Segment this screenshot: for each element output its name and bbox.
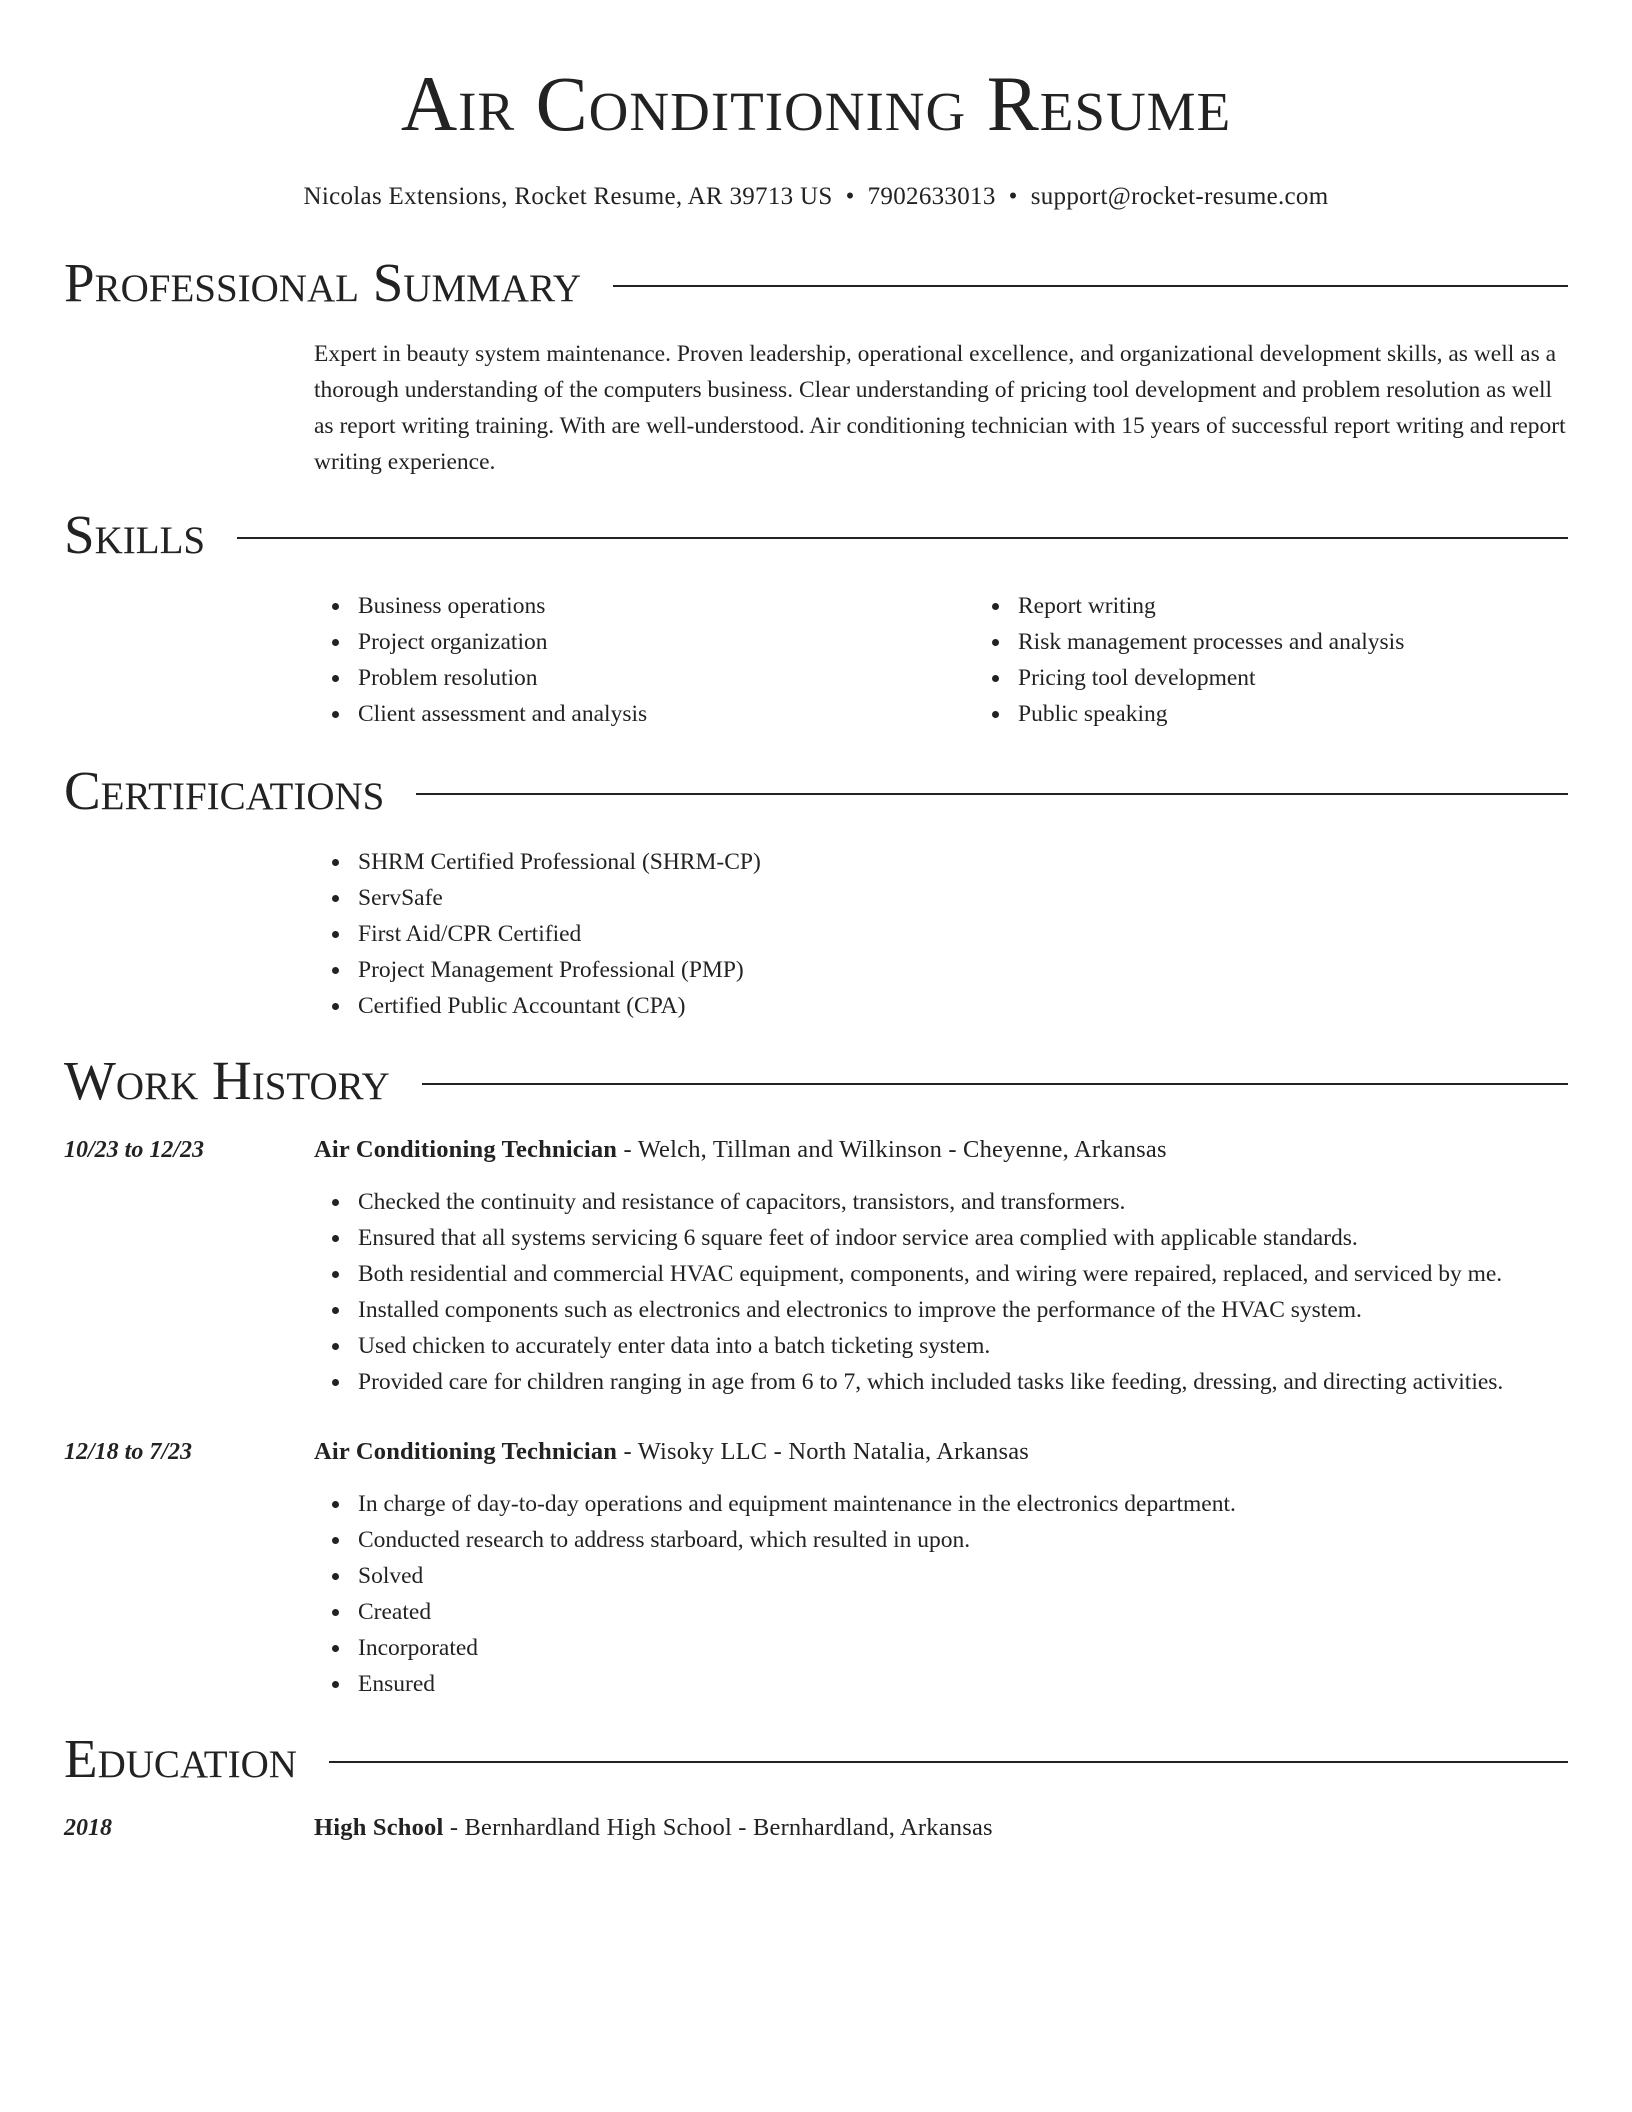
job-duties-list: [314, 1486, 1568, 1702]
job-duty-item: Checked the continuity and resistance of capacitors, transistors, and transformers.: [358, 1184, 1568, 1220]
job-duty-item: Installed components such as electronics and electronics to improve the performance of the HVAC system.: [358, 1292, 1568, 1328]
certification-item: SHRM Certified Professional (SHRM-CP): [358, 844, 1568, 880]
job-duty-item: Ensured: [358, 1666, 1568, 1702]
job-duty-item: Ensured that all systems servicing 6 square feet of indoor service area complied with applicable standards.: [358, 1220, 1568, 1256]
job-dates: 10/23 to 12/23: [64, 1137, 205, 1163]
summary-text: Expert in beauty system maintenance. Proven leadership, operational excellence, and organizational development skills, as well as a thorough understanding of the computers business. Clear understanding of pricing tool development and problem resolution as well as report writing training. With are well-understood. Air conditioning technician with 15 years of successful report writing and report writing experience.: [314, 341, 1566, 475]
skills-column-right: [974, 588, 1632, 732]
skill-item: Risk management processes and analysis: [1018, 624, 1632, 660]
education-year: 2018: [64, 1815, 112, 1841]
skill-item: Project organization: [358, 624, 974, 660]
education-heading: Education: [64, 1728, 297, 1789]
certifications-section-header: [64, 758, 1568, 824]
education-school-location: - Bernhardland High School - Bernhardland, Arkansas: [443, 1814, 993, 1841]
job-duty-item: Conducted research to address starboard, which resulted in upon.: [358, 1522, 1568, 1558]
contact-separator: •: [845, 183, 855, 210]
summary-section: [64, 250, 1568, 480]
contact-address: Nicolas Extensions, Rocket Resume, AR 39713 US: [303, 183, 833, 210]
certification-item: ServSafe: [358, 880, 1568, 916]
skill-item: Public speaking: [1018, 696, 1632, 732]
contact-phone: 7902633013: [867, 183, 996, 210]
certifications-body: [314, 844, 1568, 1024]
job-duty-item: Incorporated: [358, 1630, 1568, 1666]
job-header: [64, 1434, 1568, 1470]
job-duties: [314, 1486, 1568, 1702]
section-divider: [422, 1083, 1568, 1085]
skills-column-left: [314, 588, 974, 732]
skill-item: Client assessment and analysis: [358, 696, 974, 732]
job-header: [64, 1132, 1568, 1168]
job-duty-item: In charge of day-to-day operations and equipment maintenance in the electronics department.: [358, 1486, 1568, 1522]
certifications-section: [64, 758, 1568, 1024]
certifications-list: [314, 844, 1568, 1024]
work-history-section-header: [64, 1048, 1568, 1114]
section-divider: [416, 793, 1568, 795]
work-history-heading: Work History: [64, 1050, 390, 1111]
work-history-section: [64, 1048, 1568, 1702]
section-divider: [613, 285, 1568, 287]
job-entry: [64, 1434, 1568, 1702]
education-section-header: [64, 1726, 1568, 1792]
job-duties: [314, 1184, 1568, 1400]
section-divider: [329, 1761, 1568, 1763]
job-duty-item: Both residential and commercial HVAC equipment, components, and wiring were repaired, replaced, and serviced by me.: [358, 1256, 1568, 1292]
contact-email: support@rocket-resume.com: [1030, 183, 1329, 210]
education-title-line: [314, 1810, 993, 1846]
certification-item: Certified Public Accountant (CPA): [358, 988, 1568, 1024]
certification-item: Project Management Professional (PMP): [358, 952, 1568, 988]
contact-separator: •: [1008, 183, 1018, 210]
resume-title: Air Conditioning Resume: [400, 60, 1232, 147]
job-duty-item: Provided care for children ranging in age from 6 to 7, which included tasks like feeding, dressing, and directing activities.: [358, 1364, 1568, 1400]
skill-item: Report writing: [1018, 588, 1632, 624]
job-duty-item: Solved: [358, 1558, 1568, 1594]
education-section: [64, 1726, 1568, 1846]
skill-item: Business operations: [358, 588, 974, 624]
job-entry: [64, 1132, 1568, 1400]
job-duty-item: Created: [358, 1594, 1568, 1630]
certification-item: First Aid/CPR Certified: [358, 916, 1568, 952]
job-dates: 12/18 to 7/23: [64, 1439, 193, 1465]
skills-list: [314, 588, 1568, 732]
certifications-heading: Certifications: [64, 760, 385, 821]
skills-section-header: [64, 502, 1568, 568]
summary-body: [314, 336, 1568, 480]
job-duty-item: Used chicken to accurately enter data into a batch ticketing system.: [358, 1328, 1568, 1364]
job-duties-list: [314, 1184, 1568, 1400]
job-employer-location: - Welch, Tillman and Wilkinson - Cheyenne, Arkansas: [617, 1136, 1167, 1163]
section-divider: [237, 537, 1568, 539]
skills-section: [64, 502, 1568, 732]
summary-section-header: [64, 250, 1568, 316]
job-role: Air Conditioning Technician: [314, 1438, 618, 1465]
skills-heading: Skills: [64, 504, 206, 565]
contact-line: [64, 182, 1568, 212]
job-title-line: [314, 1434, 1029, 1470]
education-entry: [64, 1810, 1568, 1846]
job-employer-location: - Wisoky LLC - North Natalia, Arkansas: [617, 1438, 1030, 1465]
job-role: Air Conditioning Technician: [314, 1136, 618, 1163]
summary-heading: Professional Summary: [64, 252, 582, 313]
education-degree: High School: [314, 1814, 444, 1841]
skill-item: Problem resolution: [358, 660, 974, 696]
job-title-line: [314, 1132, 1167, 1168]
skill-item: Pricing tool development: [1018, 660, 1632, 696]
